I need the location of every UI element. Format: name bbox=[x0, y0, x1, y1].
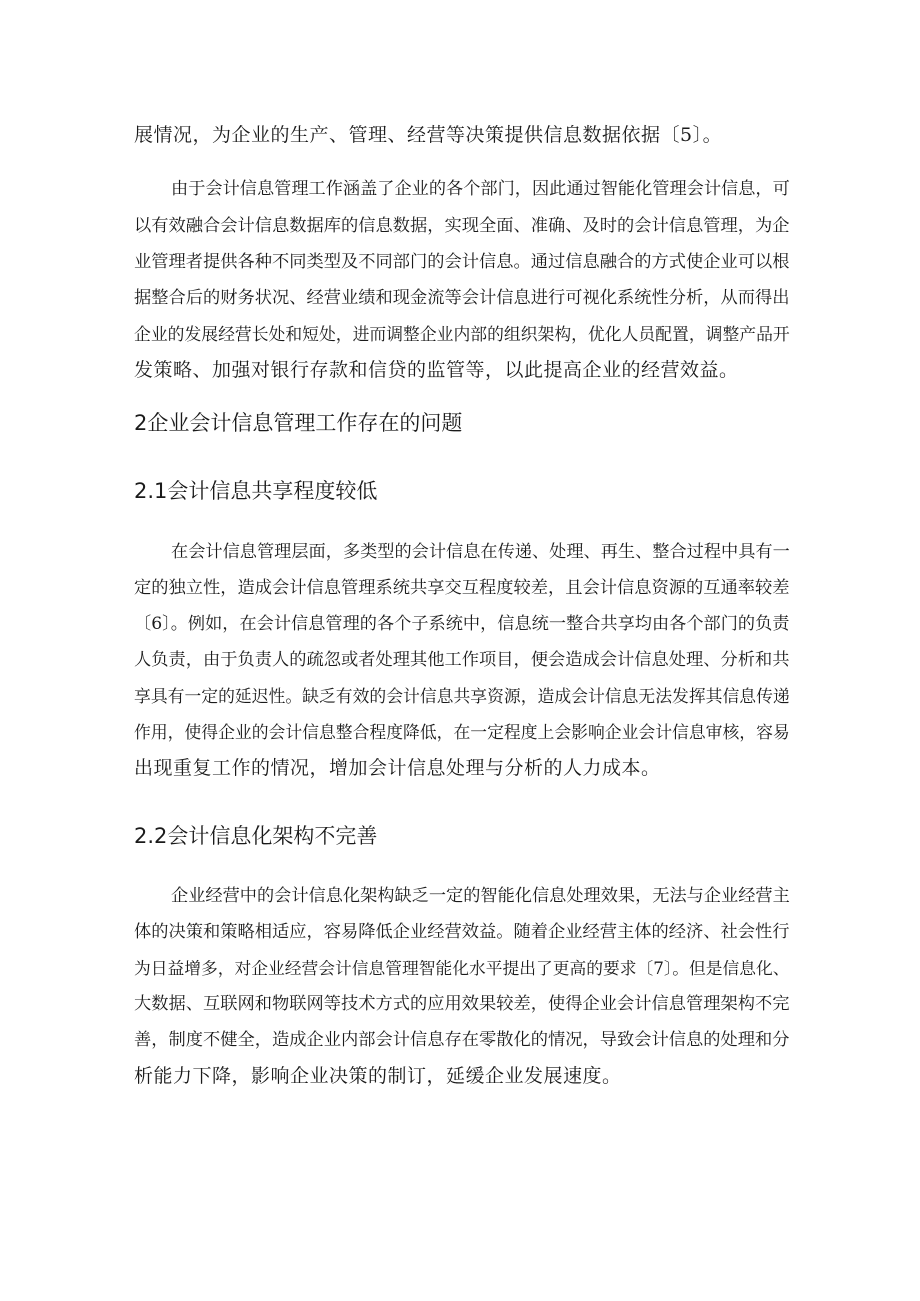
paragraph-line: 企业经营中的会计信息化架构缺乏一定的智能化信息处理效果，无法与企业经营主 bbox=[171, 886, 790, 906]
paragraph-line: 作用，使得企业的会计信息整合程度降低，在一定程度上会影响企业会计信息审核，容易 bbox=[134, 722, 790, 742]
paragraph-line: 析能力下降，影响企业决策的制订，延缓企业发展速度。 bbox=[134, 1065, 622, 1087]
paragraph-line: 业管理者提供各种不同类型及不同部门的会计信息。通过信息融合的方式使企业可以根 bbox=[134, 252, 790, 272]
paragraph-line: 体的决策和策略相适应，容易降低企业经营效益。随着企业经营主体的经济、社会性行 bbox=[134, 922, 790, 942]
paragraph-line: 企业的发展经营长处和短处，进而调整企业内部的组织架构，优化人员配置，调整产品开 bbox=[134, 324, 790, 344]
paragraph-line: 出现重复工作的情况，增加会计信息处理与分析的人力成本。 bbox=[134, 757, 661, 779]
paragraph-line: 展情况，为企业的生产、管理、经营等决策提供信息数据依据〔5〕。 bbox=[134, 124, 723, 146]
paragraph-line: 定的独立性，造成会计信息管理系统共享交互程度较差，且会计信息资源的互通率较差 bbox=[134, 578, 790, 598]
paragraph-line: 在会计信息管理层面，多类型的会计信息在传递、处理、再生、整合过程中具有一 bbox=[171, 542, 790, 562]
paragraph-line: 由于会计信息管理工作涵盖了企业的各个部门，因此通过智能化管理会计信息，可 bbox=[171, 179, 790, 199]
subsection-heading: 2.2会计信息化架构不完善 bbox=[134, 824, 378, 848]
paragraph-line: 善，制度不健全，造成企业内部会计信息存在零散化的情况，导致会计信息的处理和分 bbox=[134, 1030, 790, 1050]
paragraph-line: 人负责，由于负责人的疏忽或者处理其他工作项目，便会造成会计信息处理、分析和共 bbox=[134, 650, 790, 670]
paragraph-line: 为日益增多，对企业经营会计信息管理智能化水平提出了更高的要求〔7〕。但是信息化、 bbox=[134, 958, 790, 978]
subsection-heading: 2.1会计信息共享程度较低 bbox=[134, 479, 378, 503]
paragraph-line: 以有效融合会计信息数据库的信息数据，实现全面、准确、及时的会计信息管理，为企 bbox=[134, 216, 790, 236]
paragraph-line: 据整合后的财务状况、经营业绩和现金流等会计信息进行可视化系统性分析，从而得出 bbox=[134, 288, 790, 308]
paragraph-line: 发策略、加强对银行存款和信贷的监管等，以此提高企业的经营效益。 bbox=[134, 359, 739, 381]
paragraph-line: 〔6〕。例如，在会计信息管理的各个子系统中，信息统一整合共享均由各个部门的负责 bbox=[134, 614, 790, 634]
paragraph-line: 大数据、互联网和物联网等技术方式的应用效果较差，使得企业会计信息管理架构不完 bbox=[134, 994, 790, 1014]
paragraph-line: 享具有一定的延迟性。缺乏有效的会计信息共享资源，造成会计信息无法发挥其信息传递 bbox=[134, 686, 790, 706]
section-heading: 2企业会计信息管理工作存在的问题 bbox=[134, 411, 463, 435]
